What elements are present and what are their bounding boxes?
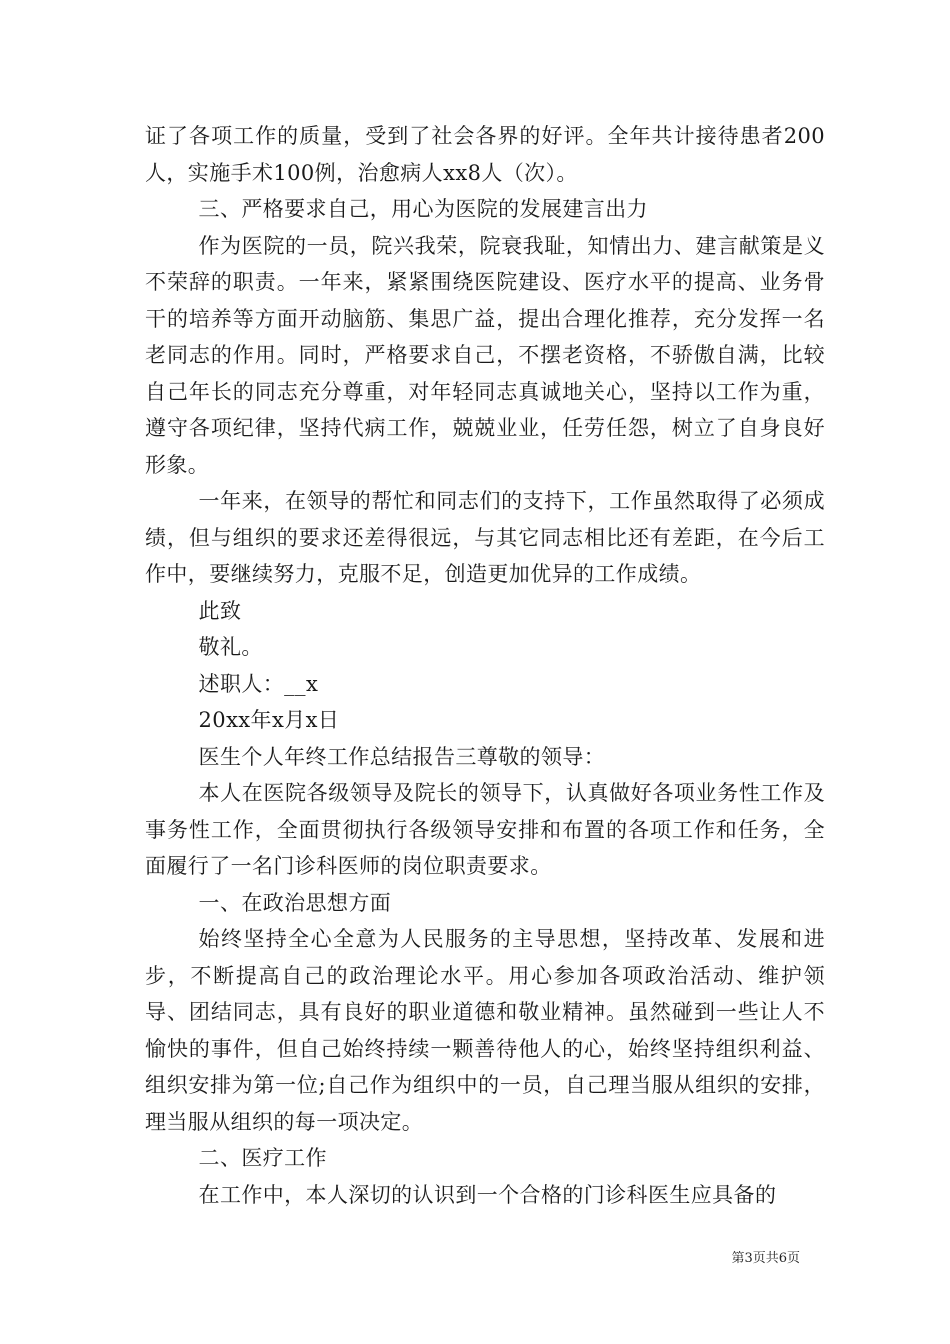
paragraph: 一年来，在领导的帮忙和同志们的支持下，工作虽然取得了必须成绩，但与组织的要求还差得很远，与其它同志相比还有差距，在今后工作中，要继续努力，克服不足，创造更加优异的工作成绩。 [145, 489, 825, 586]
paragraph: 本人在医院各级领导及院长的领导下，认真做好各项业务性工作及事务性工作，全面贯彻执行各级领导安排和布置的各项工作和任务，全面履行了一名门诊科医师的岗位职责要求。 [145, 781, 825, 878]
date-line: 20xx年x月x日 [198, 708, 340, 732]
paragraph: 证了各项工作的质量，受到了社会各界的好评。全年共计接待患者200人，实施手术100例，治愈病人xx8人（次）。 [145, 124, 825, 185]
document-body [145, 118, 825, 1213]
report-title-line: 医生个人年终工作总结报告三尊敬的领导： [198, 744, 606, 769]
section-heading: 二、医疗工作 [198, 1146, 327, 1170]
section-heading: 一、在政治思想方面 [198, 890, 392, 915]
closing-regards: 敬礼。 [198, 635, 263, 659]
closing-salutation: 此致 [198, 598, 242, 623]
paragraph: 始终坚持全心全意为人民服务的主导思想，坚持改革、发展和进步，不断提高自己的政治理论水平。用心参加各项政治活动、维护领导、团结同志，具有良好的职业道德和敬业精神。虽然碰到一些让人不愉快的事件，但自己始终持续一颗善待他人的心，始终坚持组织利益、组织安排为第一位;自己作为组织中的一员，自己理当服从组织的安排，理当服从组织的每一项决定。 [145, 927, 825, 1134]
section-heading: 三、严格要求自己，用心为医院的发展建言出力 [198, 197, 648, 221]
page-number-footer: 第3页共6页 [731, 1251, 800, 1266]
signature-line: 述职人：__x [198, 671, 319, 696]
paragraph: 作为医院的一员，院兴我荣，院衰我耻，知情出力、建言献策是义不荣辞的职责。一年来，紧紧围绕医院建设、医疗水平的提高、业务骨干的培养等方面开动脑筋、集思广益，提出合理化推荐，充分发挥一名老同志的作用。同时，严格要求自己，不摆老资格，不骄傲自满，比较自己年长的同志充分尊重，对年轻同志真诚地关心，坚持以工作为重，遵守各项纪律，坚持代病工作，兢兢业业，任劳任怨，树立了自身良好形象。 [145, 233, 825, 477]
paragraph: 在工作中，本人深切的认识到一个合格的门诊科医生应具备的 [198, 1182, 777, 1207]
